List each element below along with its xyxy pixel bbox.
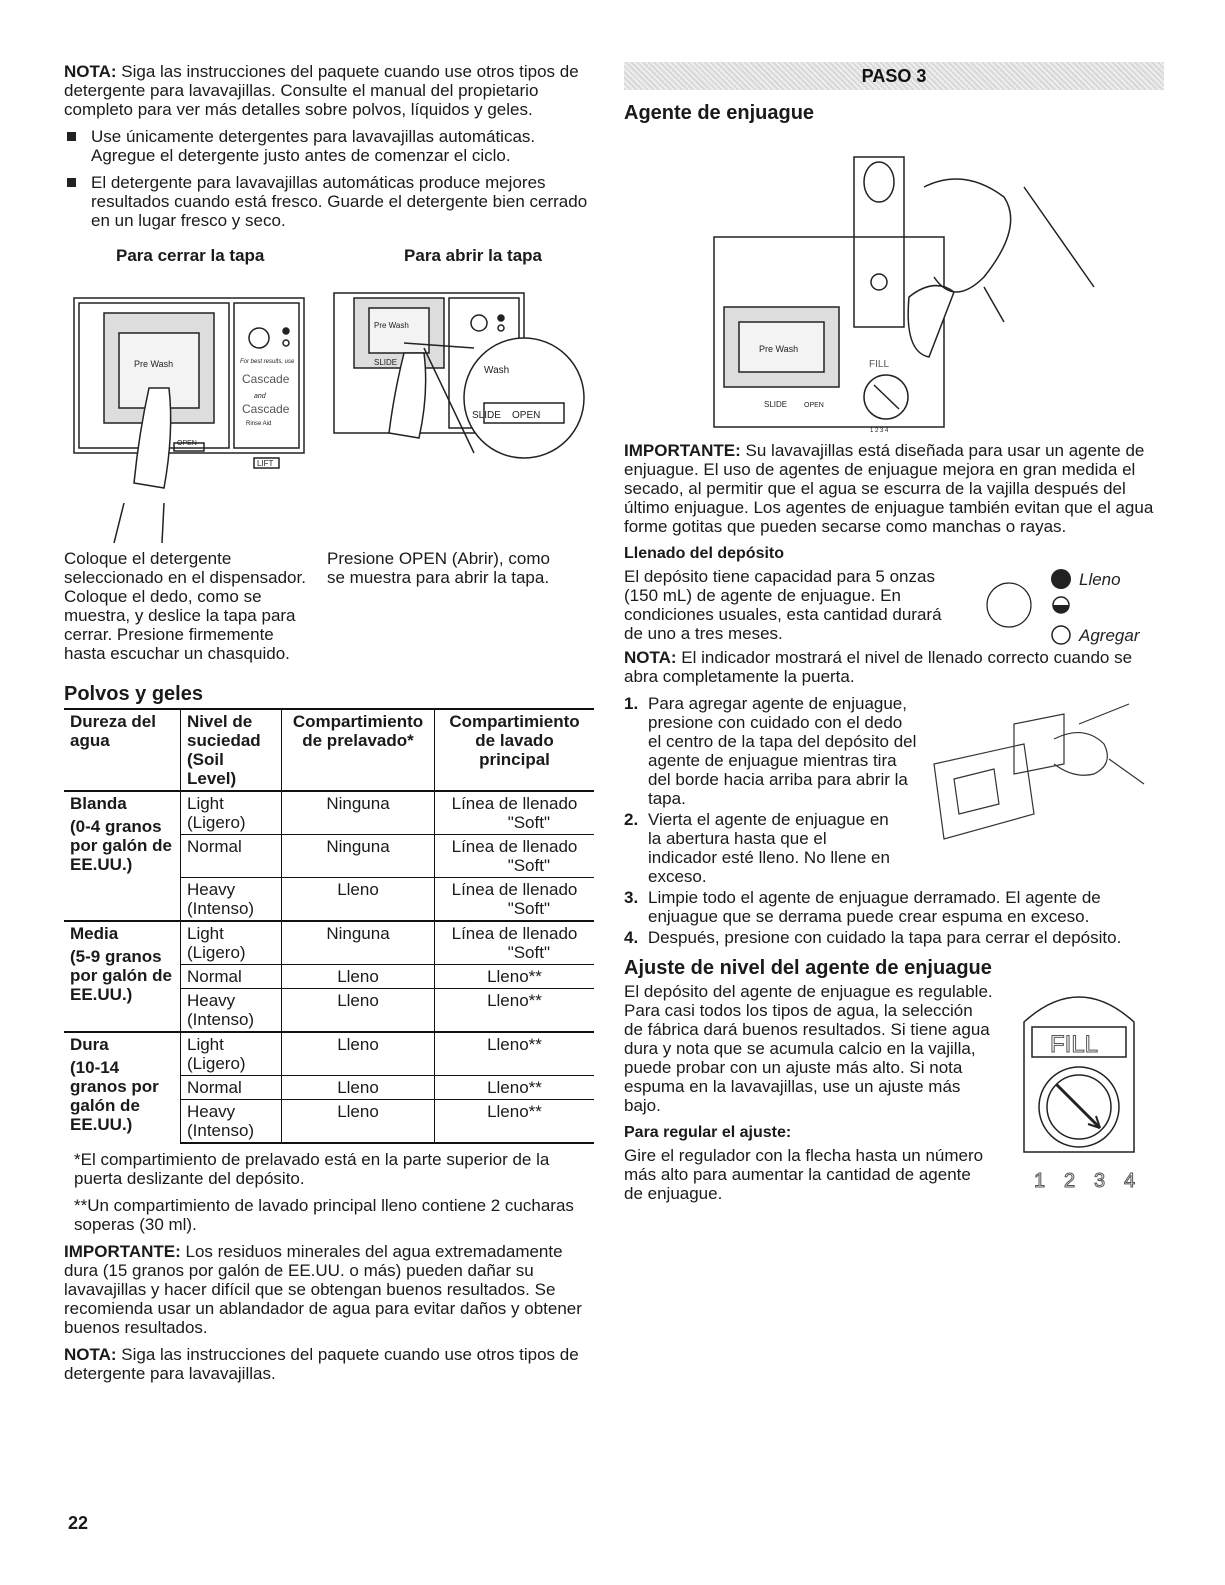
regular-text: Gire el regulador con la flecha hasta un número más alto para aumentar la cantidad de agente de enjuague. (624, 1146, 984, 1203)
main-wash-cell: Lleno** (435, 965, 595, 989)
fig-open-title: Para abrir la tapa (404, 246, 542, 265)
hardness-cell (64, 791, 181, 921)
soil-level-cell: Heavy (Intenso) (181, 878, 282, 922)
hardness-label: Blanda (70, 794, 127, 813)
wash-label: Wash (484, 365, 510, 376)
steps-block (624, 694, 1164, 947)
slide-label: SLIDE (374, 358, 398, 367)
cap-close: Coloque el detergente seleccionado en el dispensador. Coloque el dedo, como se muestra, y deslice la tapa para cerrar. Presione firmemente hasta escuchar un chasquido. (64, 549, 306, 663)
step-item: 1. Para agregar agente de enjuague, presione con cuidado con el dedo el centro de la tapa del depósito del agente de enjuague mientras tira del borde hacia arriba para abrir la tapa. (624, 694, 917, 808)
soil-level-cell: Normal (181, 1076, 282, 1100)
soil-level-cell: Light (Ligero) (181, 921, 282, 965)
dial-number: 4 (1124, 1170, 1136, 1192)
hardness-label: Dura (70, 1035, 109, 1054)
prewash-cell: Ninguna (282, 835, 435, 878)
prewash-label: Pre Wash (374, 321, 409, 330)
prewash-cell: Ninguna (282, 791, 435, 835)
soil-level-cell: Light (Ligero) (181, 1032, 282, 1076)
prewash-label: Pre Wash (759, 344, 799, 354)
col-header: Dureza del agua (64, 709, 181, 791)
table-row (64, 1032, 594, 1076)
page-number: 22 (68, 1513, 89, 1533)
main-wash-cell: Lleno** (435, 1032, 595, 1076)
hardness-cell (64, 1032, 181, 1143)
main-wash-cell: Lleno** (435, 1076, 595, 1100)
table-row (64, 921, 594, 965)
indicator-ring-icon (987, 583, 1031, 627)
lift-label: LIFT (257, 459, 274, 468)
open-lid-illustration (914, 684, 1154, 854)
hardness-range: (5-9 granos por galón de EE.UU.) (70, 947, 172, 1004)
best-results-label: For best results, use (240, 359, 295, 365)
nota-right: NOTA: El indicador mostrará el nivel de llenado correcto cuando se abra completamente la puerta. (624, 648, 1133, 686)
open-label: OPEN (512, 410, 541, 421)
hardness-label: Media (70, 924, 119, 943)
hardness-cell (64, 921, 181, 1032)
main-wash-cell: Línea de llenado "Soft" (435, 878, 595, 922)
main-wash-cell: Línea de llenado "Soft" (435, 921, 595, 965)
hardness-range: (0-4 granos por galón de EE.UU.) (70, 817, 172, 874)
prewash-cell: Lleno (282, 1076, 435, 1100)
step-item: 2. Vierta el agente de enjuague en la abertura hasta que el indicador esté lleno. No llene en exceso. (624, 810, 890, 886)
soil-level-cell: Normal (181, 835, 282, 878)
soil-level-cell: Normal (181, 965, 282, 989)
llenado-title: Llenado del depósito (624, 545, 785, 562)
nota-left: NOTA: Siga las instrucciones del paquete cuando use otros tipos de detergente para lavavajillas. (64, 1345, 579, 1383)
open-label: OPEN (177, 440, 197, 447)
figure-captions (64, 549, 594, 671)
footnote-1: *El compartimiento de prelavado está en la parte superior de la puerta deslizante del depósito. (74, 1150, 550, 1188)
fig-close-title: Para cerrar la tapa (116, 246, 265, 265)
ajuste-title: Ajuste de nivel del agente de enjuague (624, 957, 992, 979)
section-title-polvos: Polvos y geles (64, 683, 203, 705)
indicator-full-icon (1051, 569, 1071, 589)
rinse-aid-label: Rinse Aid (246, 421, 272, 427)
important-right: IMPORTANTE: Su lavavajillas está diseñada para usar un agente de enjuague. El uso de agentes de enjuague mejora en gran medida el secado, al permitir que el agua se escurra de la vajilla después del último enjuague. Los agentes de enjuague también evitan que el agua forme gotitas que pueden secarse como manchas o rayas. (624, 441, 1154, 536)
lleno-label: Lleno (1079, 570, 1121, 589)
fill-label: FILL (869, 359, 890, 370)
slide-label: SLIDE (764, 400, 788, 409)
prewash-cell: Lleno (282, 1032, 435, 1076)
ajuste-text: El depósito del agente de enjuague es regulable. Para casi todos los tipos de agua, la selección de fábrica dará buenos resultados. Si tiene agua dura y nota que se acumula calcio en la vajilla, puede probar con un ajuste más alto. Si nota espuma en la lavavajillas, use un ajuste más bajo. (624, 982, 993, 1115)
open-label: OPEN (804, 402, 824, 409)
fill-indicator-diagram (964, 567, 1154, 652)
right-column (624, 62, 1164, 1212)
bullet-square-icon (67, 132, 76, 141)
prewash-cell: Ninguna (282, 921, 435, 965)
table-row (64, 791, 594, 835)
dial-number: 1 (1034, 1170, 1046, 1192)
footnote-2: **Un compartimiento de lavado principal lleno contiene 2 cucharas soperas (30 ml). (74, 1196, 574, 1234)
main-wash-cell: Línea de llenado "Soft" (435, 835, 595, 878)
col-header: Compartimiento de prelavado* (282, 709, 435, 791)
step-item: 4. Después, presione con cuidado la tapa para cerrar el depósito. (624, 928, 1122, 947)
cap-open: Presione OPEN (Abrir), como se muestra para abrir la tapa. (327, 549, 550, 587)
rinse-agent-title: Agente de enjuague (624, 102, 815, 124)
bullet-item: Use únicamente detergentes para lavavajillas automáticas. Agregue el detergente justo antes de comenzar el ciclo. (64, 127, 594, 165)
regular-title: Para regular el ajuste: (624, 1124, 792, 1141)
col-header: Compartimiento de lavado principal (435, 709, 595, 791)
dial-numbers: 1 2 3 4 (870, 428, 889, 434)
cascade-logo: Cascade (242, 402, 290, 416)
prewash-cell: Lleno (282, 1100, 435, 1144)
fill-label: FILL (1050, 1031, 1099, 1058)
bullet-square-icon (67, 178, 76, 187)
llenado-text: El depósito tiene capacidad para 5 onzas (150 mL) de agente de enjuague. En condiciones usuales, esta cantidad durará de uno a tres meses. (624, 567, 942, 643)
cascade-logo: Cascade (242, 372, 290, 386)
left-column (64, 62, 594, 1391)
important-left: IMPORTANTE: Los residuos minerales del agua extremadamente dura (15 granos por galón de EE.UU. o más) pueden dañar su lavavajillas y hacer difícil que se obtengan buenos resultados. Se recomienda usar un ablandador de agua para evitar daños y obtener buenos resultados. (64, 1242, 582, 1337)
nota-intro: NOTA: Siga las instrucciones del paquete cuando use otros tipos de detergente para lavavajillas. Consulte el manual del propietario completo para ver más detalles sobre polvos, líquidos y geles. (64, 62, 579, 119)
soil-level-cell: Heavy (Intenso) (181, 1100, 282, 1144)
hardness-range: (10-14 granos por galón de EE.UU.) (70, 1058, 159, 1134)
slide-label: SLIDE (472, 410, 501, 421)
soil-level-cell: Heavy (Intenso) (181, 989, 282, 1033)
col-header: Nivel de suciedad (Soil Level) (181, 709, 282, 791)
detergent-dispenser-illustration (64, 273, 594, 543)
main-wash-cell: Lleno** (435, 1100, 595, 1144)
detergent-table (64, 708, 594, 1144)
ajuste-block (624, 982, 1164, 1212)
rinse-agent-illustration (624, 127, 1164, 437)
prewash-cell: Lleno (282, 989, 435, 1033)
soil-level-cell: Light (Ligero) (181, 791, 282, 835)
bullet-item: El detergente para lavavajillas automáticas produce mejores resultados cuando está fresco. Guarde el detergente bien cerrado en un lugar fresco y seco. (64, 173, 594, 230)
indicator-empty-icon (1052, 626, 1070, 644)
step-banner: PASO 3 (624, 62, 1164, 90)
rinse-dial-diagram (1004, 982, 1154, 1212)
main-wash-cell: Línea de llenado "Soft" (451, 794, 578, 832)
and-label: and (254, 393, 266, 400)
llenado-block (624, 567, 1164, 652)
prewash-cell: Lleno (282, 878, 435, 922)
figure-titles (64, 246, 594, 265)
prewash-cell: Lleno (282, 965, 435, 989)
agregar-label: Agregar (1079, 626, 1140, 645)
prewash-label: Pre Wash (134, 359, 174, 369)
dispenser-opening-figure (334, 293, 584, 458)
main-wash-cell: Lleno** (435, 989, 595, 1033)
dial-number: 3 (1094, 1170, 1106, 1192)
dial-number: 2 (1064, 1170, 1076, 1192)
step-item: 3. Limpie todo el agente de enjuague derramado. El agente de enjuague que se derrama puede crear espuma en exceso. (624, 888, 1101, 926)
